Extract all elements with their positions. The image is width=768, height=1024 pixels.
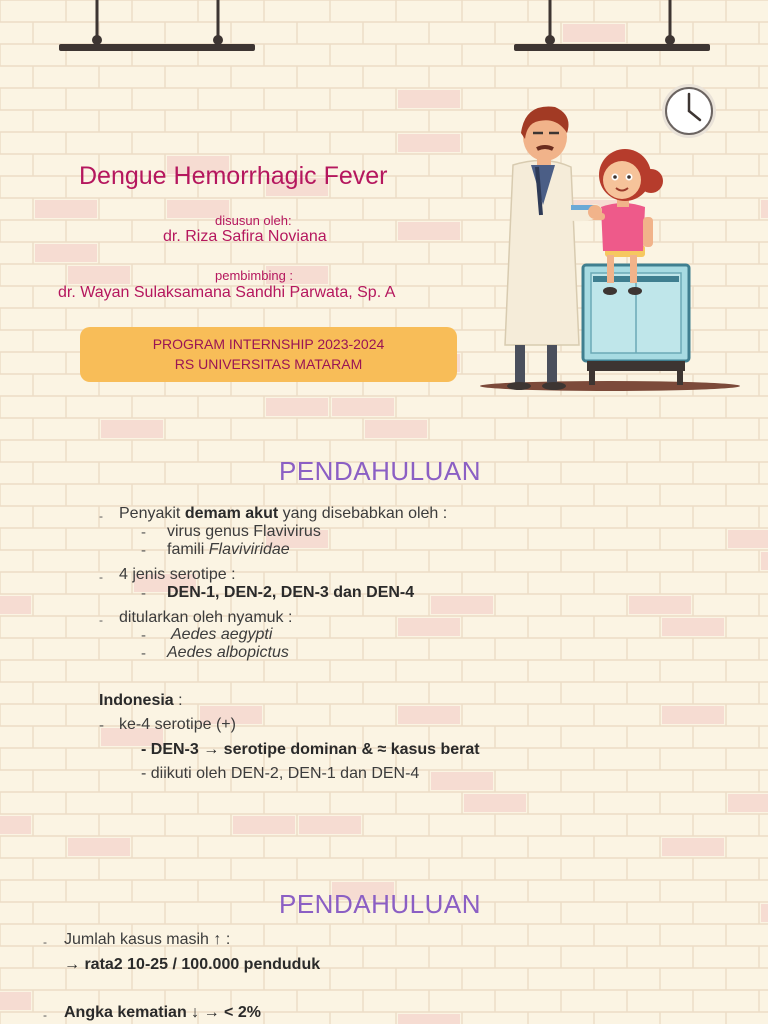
bullet-dash: - bbox=[99, 509, 103, 523]
bullet-dash: - bbox=[99, 570, 103, 584]
bullet-serotipe: 4 jenis serotipe : bbox=[119, 566, 236, 583]
advisor-label: pembimbing : bbox=[215, 268, 294, 283]
subbullet-aedes-aegypti: Aedes aegypti bbox=[171, 626, 273, 643]
subbullet-diikuti: - diikuti oleh DEN-2, DEN-1 dan DEN-4 bbox=[141, 765, 420, 782]
advisor-name: dr. Wayan Sulaksamana Sandhi Parwata, Sp. A bbox=[58, 284, 396, 301]
bullet-jumlah-kasus: Jumlah kasus masih ↑ : bbox=[64, 931, 231, 948]
bullet-dash: - bbox=[43, 1008, 47, 1022]
bullet-dash: - bbox=[141, 542, 146, 559]
section-heading-2: PENDAHULUAN bbox=[279, 889, 481, 919]
ceiling-lamp-left-icon bbox=[55, 0, 260, 60]
bullet-dash: - bbox=[99, 613, 103, 627]
program-line-2: RS UNIVERSITAS MATARAM bbox=[174, 356, 363, 372]
ceiling-lamp-right-icon bbox=[510, 0, 715, 60]
bullet-ke4-serotipe: ke-4 serotipe (+) bbox=[119, 716, 236, 733]
author-name: dr. Riza Safira Noviana bbox=[163, 228, 327, 245]
subbullet-flavivirus: virus genus Flavivirus bbox=[167, 523, 321, 540]
author-label: disusun oleh: bbox=[215, 213, 292, 228]
section-heading-1: PENDAHULUAN bbox=[279, 456, 481, 486]
bullet-dash: - bbox=[43, 935, 47, 949]
subbullet-den-types: DEN-1, DEN-2, DEN-3 dan DEN-4 bbox=[167, 584, 415, 601]
program-banner bbox=[80, 327, 457, 382]
bullet-dash: - bbox=[99, 717, 104, 734]
subbullet-rata2: → rata2 10-25 / 100.000 penduduk bbox=[64, 956, 321, 973]
bullet-dash: - bbox=[141, 627, 146, 644]
subbullet-den3-dominan: - DEN-3 → serotipe dominan & ≈ kasus berat bbox=[141, 741, 480, 758]
bullet-dash: - bbox=[141, 524, 146, 541]
document-title: Dengue Hemorrhagic Fever bbox=[79, 162, 388, 190]
bullet-nyamuk: ditularkan oleh nyamuk : bbox=[119, 609, 293, 626]
indonesia-label: Indonesia : bbox=[99, 692, 183, 709]
bullet-dash: - bbox=[141, 585, 146, 602]
subbullet-flaviviridae: famili Flaviviridae bbox=[167, 541, 290, 558]
bullet-dash: - bbox=[141, 645, 146, 662]
doctor-vaccinating-child-illustration bbox=[475, 95, 745, 395]
subbullet-aedes-albopictus: Aedes albopictus bbox=[167, 644, 289, 661]
program-line-1: PROGRAM INTERNSHIP 2023-2024 bbox=[152, 336, 385, 352]
bullet-angka-kematian: Angka kematian ↓ → < 2% bbox=[64, 1004, 261, 1021]
bullet-penyakit: Penyakit demam akut yang disebabkan oleh : bbox=[119, 505, 448, 522]
